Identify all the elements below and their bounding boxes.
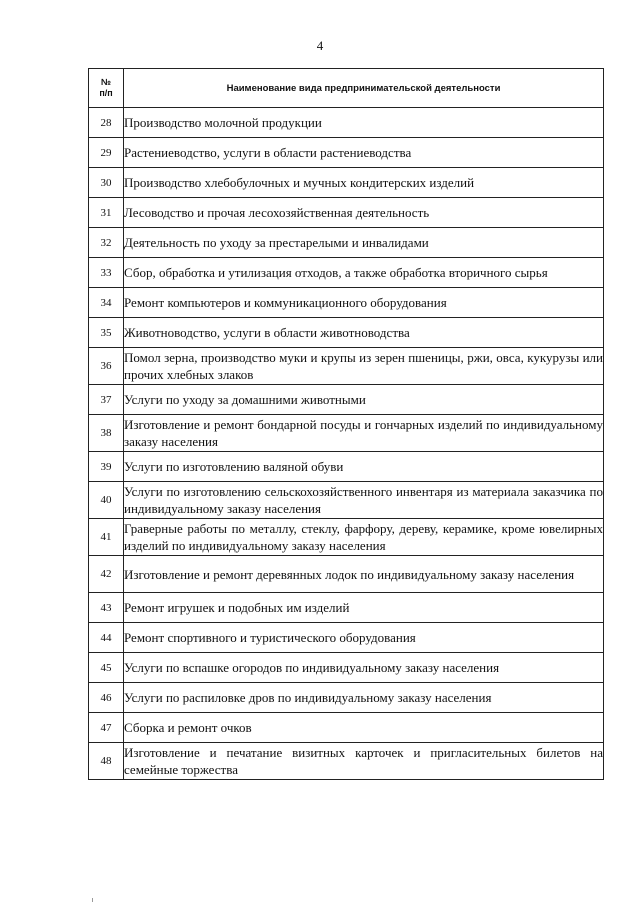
table-row bbox=[89, 593, 604, 623]
row-number: 30 bbox=[89, 168, 124, 198]
table-row bbox=[89, 318, 604, 348]
table-row bbox=[89, 198, 604, 228]
table-row bbox=[89, 138, 604, 168]
table-row bbox=[89, 653, 604, 683]
activity-name: Сборка и ремонт очков bbox=[124, 713, 604, 743]
row-number: 37 bbox=[89, 385, 124, 415]
table-row bbox=[89, 348, 604, 385]
table-row bbox=[89, 168, 604, 198]
table-row bbox=[89, 519, 604, 556]
table-header-row bbox=[89, 69, 604, 108]
table-row bbox=[89, 258, 604, 288]
activity-name: Ремонт компьютеров и коммуникационного оборудования bbox=[124, 288, 604, 318]
activity-name: Производство молочной продукции bbox=[124, 108, 604, 138]
activity-name: Сбор, обработка и утилизация отходов, а также обработка вторичного сырья bbox=[124, 258, 604, 288]
row-number: 45 bbox=[89, 653, 124, 683]
row-number: 43 bbox=[89, 593, 124, 623]
table-row bbox=[89, 385, 604, 415]
row-number: 33 bbox=[89, 258, 124, 288]
row-number: 44 bbox=[89, 623, 124, 653]
activity-name: Изготовление и печатание визитных карточек и пригласительных билетов на семейные торжества bbox=[124, 743, 604, 780]
table-row bbox=[89, 452, 604, 482]
header-activity-name: Наименование вида предпринимательской деятельности bbox=[124, 69, 604, 108]
table-row bbox=[89, 623, 604, 653]
table-row bbox=[89, 482, 604, 519]
activity-name: Изготовление и ремонт деревянных лодок по индивидуальному заказу населения bbox=[124, 556, 604, 593]
activity-name: Изготовление и ремонт бондарной посуды и гончарных изделий по индивидуальному заказу населения bbox=[124, 415, 604, 452]
activity-name: Услуги по уходу за домашними животными bbox=[124, 385, 604, 415]
activity-name: Услуги по изготовлению сельскохозяйственного инвентаря из материала заказчика по индивидуальному заказу населения bbox=[124, 482, 604, 519]
table-row bbox=[89, 415, 604, 452]
row-number: 38 bbox=[89, 415, 124, 452]
row-number: 40 bbox=[89, 482, 124, 519]
row-number: 31 bbox=[89, 198, 124, 228]
page-number: 4 bbox=[316, 38, 324, 53]
row-number: 39 bbox=[89, 452, 124, 482]
row-number: 41 bbox=[89, 519, 124, 556]
activity-name: Ремонт спортивного и туристического оборудования bbox=[124, 623, 604, 653]
activity-name: Ремонт игрушек и подобных им изделий bbox=[124, 593, 604, 623]
activity-name: Животноводство, услуги в области животноводства bbox=[124, 318, 604, 348]
row-number: 36 bbox=[89, 348, 124, 385]
activity-name: Растениеводство, услуги в области растениеводства bbox=[124, 138, 604, 168]
scan-artifact-mark bbox=[92, 898, 93, 902]
table-row bbox=[89, 743, 604, 780]
activities-table bbox=[88, 68, 604, 780]
row-number: 28 bbox=[89, 108, 124, 138]
activity-name: Услуги по изготовлению валяной обуви bbox=[124, 452, 604, 482]
table-row bbox=[89, 683, 604, 713]
row-number: 46 bbox=[89, 683, 124, 713]
row-number: 48 bbox=[89, 743, 124, 780]
table-row bbox=[89, 288, 604, 318]
table-row bbox=[89, 556, 604, 593]
table-row bbox=[89, 108, 604, 138]
row-number: 42 bbox=[89, 556, 124, 593]
row-number: 35 bbox=[89, 318, 124, 348]
table-row bbox=[89, 228, 604, 258]
row-number: 47 bbox=[89, 713, 124, 743]
activity-name: Граверные работы по металлу, стеклу, фарфору, дереву, керамике, кроме ювелирных изделий по индивидуальному заказу населения bbox=[124, 519, 604, 556]
activity-name: Услуги по вспашке огородов по индивидуальному заказу населения bbox=[124, 653, 604, 683]
row-number: 32 bbox=[89, 228, 124, 258]
table-row bbox=[89, 713, 604, 743]
row-number: 29 bbox=[89, 138, 124, 168]
row-number: 34 bbox=[89, 288, 124, 318]
header-number-abbr: п/п bbox=[99, 88, 113, 98]
activity-name: Лесоводство и прочая лесохозяйственная деятельность bbox=[124, 198, 604, 228]
activity-name: Услуги по распиловке дров по индивидуальному заказу населения bbox=[124, 683, 604, 713]
activity-name: Деятельность по уходу за престарелыми и инвалидами bbox=[124, 228, 604, 258]
header-number bbox=[89, 69, 124, 108]
header-number-symbol: № bbox=[100, 77, 112, 87]
activity-name: Помол зерна, производство муки и крупы из зерен пшеницы, ржи, овса, кукурузы или прочих хлебных злаков bbox=[124, 348, 604, 385]
activity-name: Производство хлебобулочных и мучных кондитерских изделий bbox=[124, 168, 604, 198]
